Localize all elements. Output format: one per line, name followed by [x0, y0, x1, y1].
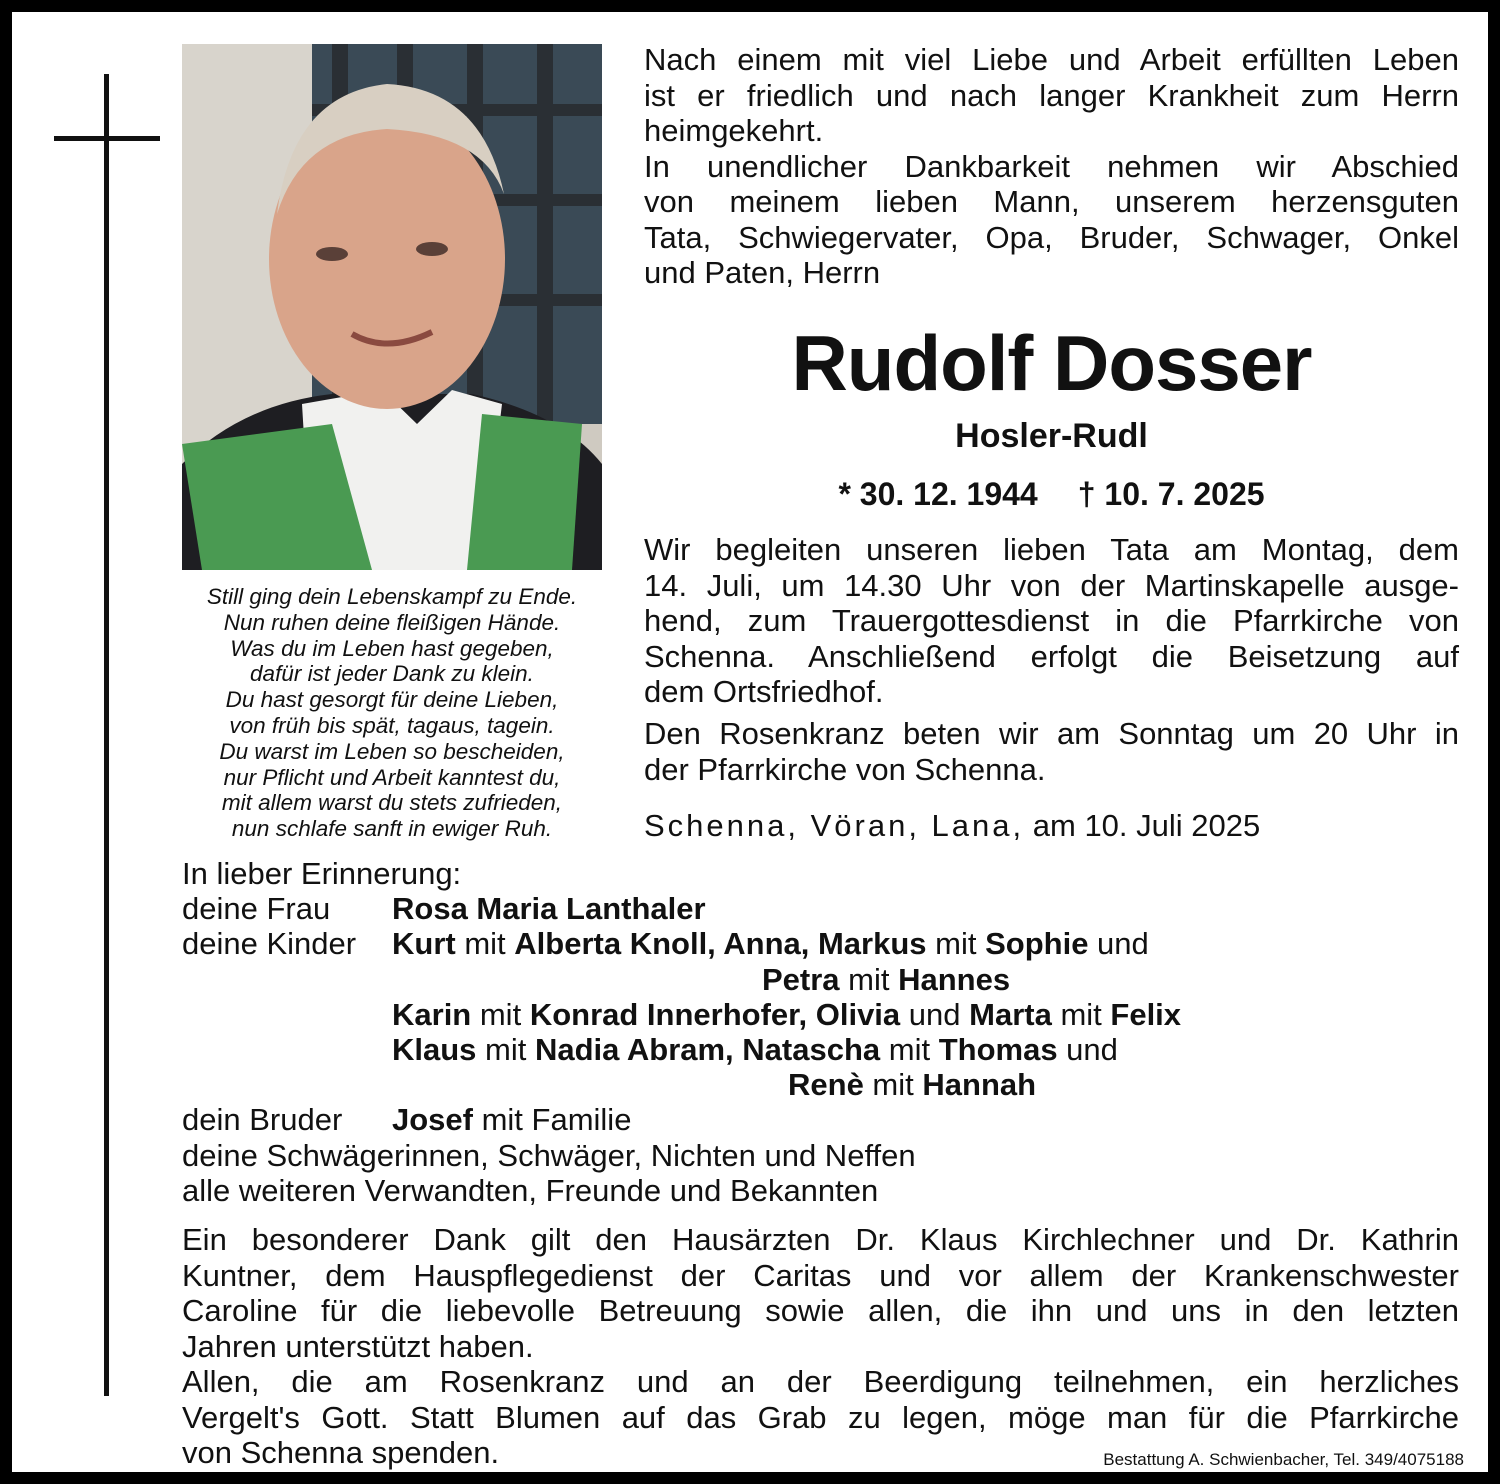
poem-line: Du warst im Leben so bescheiden, [219, 738, 565, 764]
inlaws-line: deine Schwägerinnen, Schwäger, Nichten und Neffen [182, 1137, 916, 1173]
poem-line: Nun ruhen deine fleißigen Hände. [223, 609, 561, 635]
poem-line: nur Pflicht und Arbeit kanntest du, [223, 764, 561, 790]
birth-date: * 30. 12. 1944 [838, 476, 1038, 512]
mourners-heading: In lieber Erinnerung: [182, 856, 462, 891]
intro-line: heimgekehrt. [644, 113, 824, 148]
memorial-poem [172, 584, 612, 842]
children-line: Petra mit Hannes [762, 961, 1011, 997]
life-dates [644, 472, 1459, 516]
children-line: Kurt mit Alberta Knoll, Anna, Markus mit Sophie und [392, 926, 1149, 962]
intro-line: ist er friedlich und nach langer Krankheit zum Herrn [644, 77, 1459, 113]
thanks-line: Ein besonderer Dank gilt den Hausärzten Dr. Klaus Kirchlechner und Dr. Kathrin [182, 1222, 1459, 1257]
intro-line: In unendlicher Dankbarkeit nehmen wir Abschied [644, 148, 1459, 184]
thanks-line: Vergelt's Gott. Statt Blumen auf das Grab zu legen, möge man für die Pfarrkirche [182, 1399, 1459, 1435]
children-label: deine Kinder [182, 926, 357, 962]
intro-text [644, 42, 1459, 291]
intro-line: Nach einem mit viel Liebe und Arbeit erfüllten Leben [644, 42, 1459, 77]
thanks-line: Kuntner, dem Hauspflegedienst der Caritas und vor allem der Krankenschwester [182, 1257, 1459, 1293]
poem-line: Was du im Leben hast gegeben, [230, 635, 554, 661]
place-and-date [644, 808, 1260, 844]
rosary-line: Den Rosenkranz beten wir am Sonntag um 20 Uhr in [644, 716, 1459, 751]
funeral-line: dem Ortsfriedhof. [644, 674, 884, 709]
thanks-line: Caroline für die liebevolle Betreuung sowie allen, die ihn und uns in den letzten [182, 1293, 1459, 1328]
thanks-line: von Schenna spenden. [182, 1435, 500, 1470]
cross-vertical-bar [104, 74, 109, 1396]
rosary-line: der Pfarrkirche von Schenna. [644, 751, 1046, 787]
funeral-line: Schenna. Anschließend erfolgt die Beisetzung auf [644, 638, 1459, 674]
deceased-nickname: Hosler-Rudl [955, 417, 1148, 455]
funeral-line: hend, zum Trauergottesdienst in die Pfarrkirche von [644, 603, 1459, 638]
intro-line: Tata, Schwiegervater, Opa, Bruder, Schwager, Onkel [644, 219, 1459, 255]
poem-line: dafür ist jeder Dank zu klein. [250, 661, 534, 687]
deceased-name: Rudolf Dosser [791, 319, 1312, 407]
intro-line: und Paten, Herrn [644, 255, 881, 290]
funeral-info [644, 532, 1459, 710]
mourners-list [182, 856, 1462, 1208]
others-line: alle weiteren Verwandten, Freunde und Bekannten [182, 1172, 879, 1208]
brother-label: dein Bruder [182, 1102, 343, 1138]
place-names: Schenna, Vöran, Lana, [644, 808, 1025, 843]
funeral-home-credit: Bestattung A. Schwienbacher, Tel. 349/4075188 [1103, 1450, 1464, 1469]
thanks-text [182, 1222, 1459, 1471]
cross-horizontal-bar [54, 136, 160, 141]
poem-line: Du hast gesorgt für deine Lieben, [225, 687, 559, 713]
poem-line: von früh bis spät, tagaus, tagein. [229, 712, 555, 738]
obituary-card [12, 12, 1488, 1472]
brother-line: Josef mit Familie [392, 1102, 632, 1138]
portrait-photo [182, 44, 602, 570]
children-line: Klaus mit Nadia Abram, Natascha mit Thomas und [392, 1031, 1118, 1067]
intro-line: von meinem lieben Mann, unserem herzensguten [644, 184, 1459, 219]
thanks-line: Jahren unterstützt haben. [182, 1328, 534, 1364]
wife-name: Rosa Maria Lanthaler [392, 891, 706, 927]
funeral-line: 14. Juli, um 14.30 Uhr von der Martinskapelle ausge- [644, 567, 1459, 603]
poem-line: nun schlafe sanft in ewiger Ruh. [231, 816, 553, 842]
children-line: Karin mit Konrad Innerhofer, Olivia und Marta mit Felix [392, 996, 1182, 1032]
notice-date: am 10. Juli 2025 [1032, 808, 1261, 843]
death-date: † 10. 7. 2025 [1077, 476, 1265, 512]
thanks-line: Allen, die am Rosenkranz und an der Beerdigung teilnehmen, ein herzliches [182, 1364, 1459, 1399]
children-line: Renè mit Hannah [788, 1067, 1037, 1103]
poem-line: mit allem warst du stets zufrieden, [221, 790, 563, 816]
poem-line: Still ging dein Lebenskampf zu Ende. [206, 584, 578, 609]
wife-label: deine Frau [182, 891, 331, 927]
funeral-line: Wir begleiten unseren lieben Tata am Montag, dem [644, 532, 1459, 567]
rosary-info [644, 716, 1459, 787]
